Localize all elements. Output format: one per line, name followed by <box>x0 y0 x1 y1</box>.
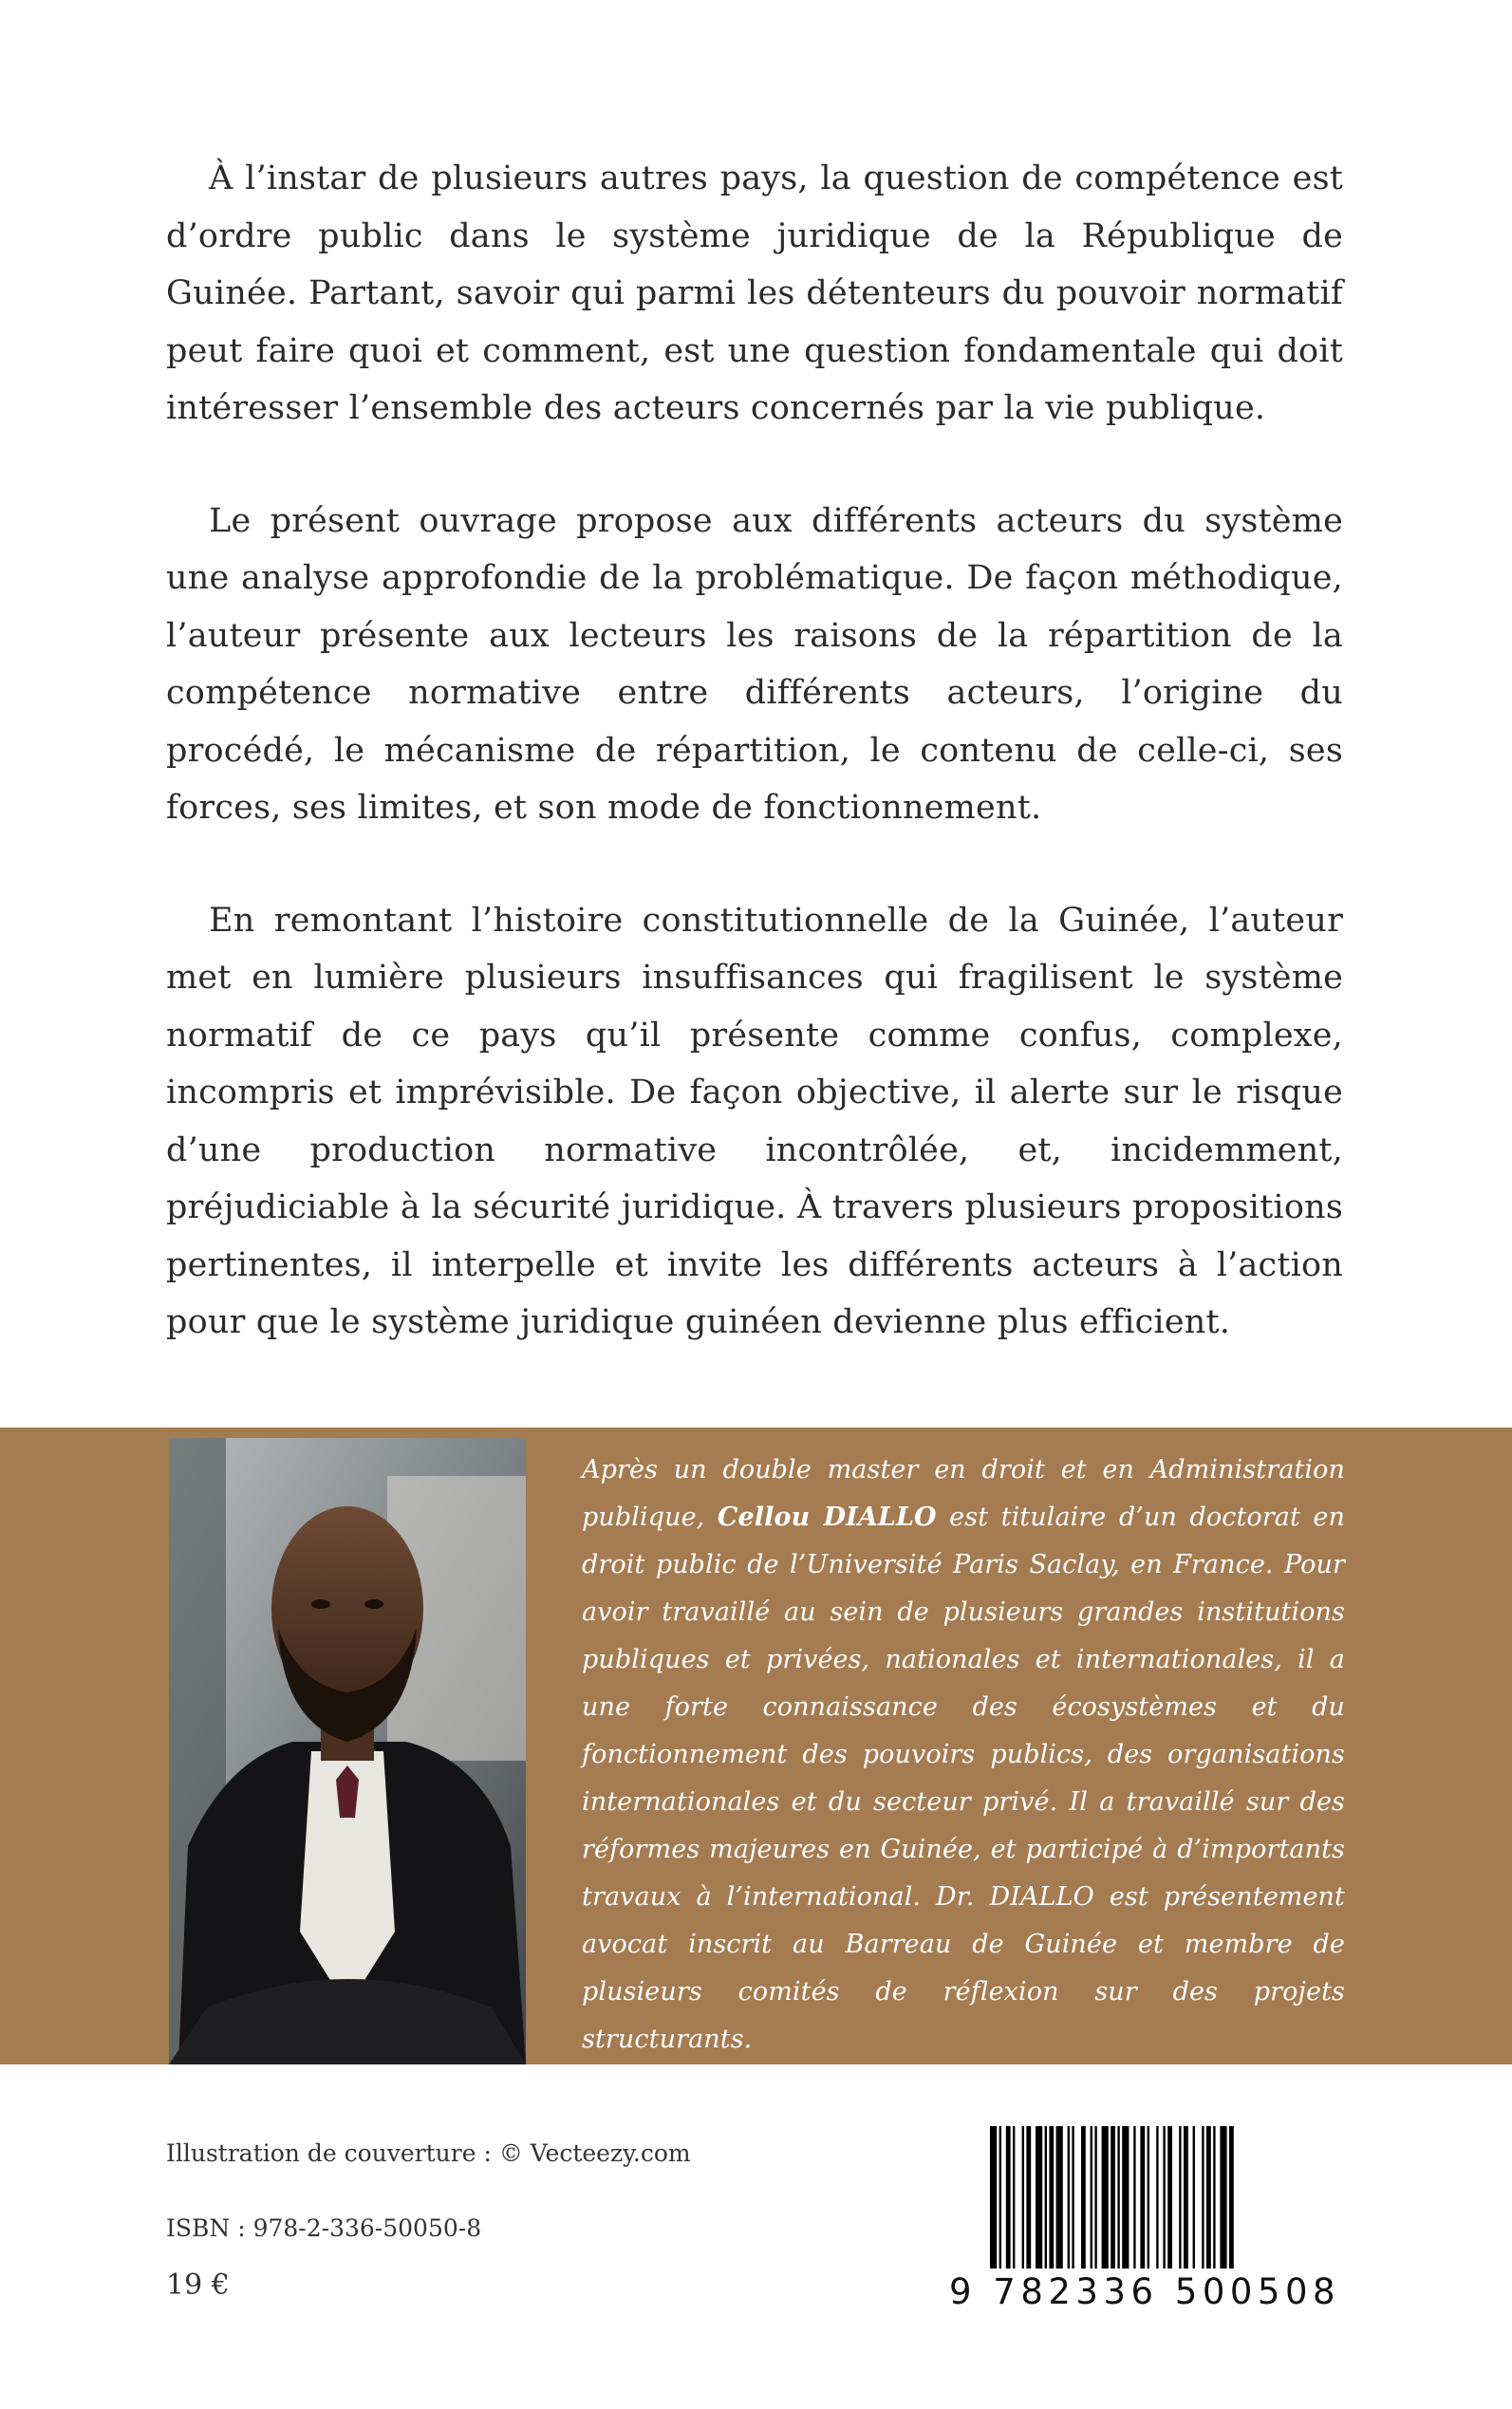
barcode-digits: 9 782336 500508 <box>949 2271 1341 2312</box>
barcode-bar <box>1229 2126 1234 2269</box>
barcode-bar <box>1156 2126 1158 2269</box>
barcode-bar <box>1049 2126 1054 2269</box>
barcode-bar <box>1163 2126 1165 2269</box>
barcode-bar <box>1148 2126 1149 2269</box>
summary-paragraph: À l’instar de plusieurs autres pays, la question de compétence est d’ordre public dans le système juridique de la République de Guinée. Partant, savoir qui parmi les détenteurs du pouvoir normatif peut faire quoi et comment, est une question fondamentale qui doit intéresser l’ensemble des acteurs concernés par la vie publique. <box>166 159 1343 427</box>
bio-rest: est titulaire d’un doctorat en droit public de l’Université Paris Saclay, en France. Pour avoir travaillé au sein de plusieurs grandes institutions publiques et privées, nationales et internationales, il a une forte connaissance des écosystèmes et du fonctionnement des pouvoirs publics, des organisations internationales et du secteur privé. Il a travaillé sur des réformes majeures en Guinée, et participé à d’importants travaux à l’international. Dr. DIALLO est présentement avocat inscrit au Barreau de Guinée et membre de plusieurs comités de réflexion sur des projets structurants. <box>582 1503 1345 2054</box>
barcode-bar <box>1068 2126 1070 2269</box>
author-portrait-illustration <box>169 1438 526 2064</box>
barcode-bars <box>990 2126 1346 2278</box>
barcode-bar <box>1184 2126 1188 2269</box>
author-photo <box>169 1438 526 2064</box>
author-name: Cellou DIALLO <box>717 1503 937 1532</box>
barcode-bar <box>1140 2126 1145 2269</box>
barcode-bar <box>1013 2126 1015 2269</box>
barcode-bar <box>990 2126 997 2269</box>
barcode-bar <box>1179 2126 1181 2269</box>
barcode-bar <box>1220 2126 1226 2269</box>
barcode-bar <box>1036 2126 1042 2269</box>
barcode-bar <box>1193 2126 1195 2269</box>
isbn: ISBN : 978-2-336-50050-8 <box>166 2214 482 2242</box>
barcode-bar <box>1045 2126 1047 2269</box>
barcode-bar <box>1167 2126 1172 2269</box>
barcode-bar <box>1072 2126 1073 2269</box>
barcode-bar <box>1133 2126 1135 2269</box>
barcode-bar <box>1081 2126 1086 2269</box>
barcode-bar <box>1111 2126 1115 2269</box>
barcode-bar <box>1122 2126 1129 2269</box>
summary-paragraph: En remontant l’histoire constitutionnelle de la Guinée, l’auteur met en lumière plusieurs insuffisances qui fragilisent le système normatif de ce pays qu’il présente comme confus, complexe, incompris et imprévisible. De façon objective, il alerte sur le risque d’une production normative incontrôlée, et, incidemment, préjudiciable à la sécurité juridique. À travers plusieurs propositions pertinentes, il interpelle et invite les différents acteurs à l’action pour que le système juridique guinéen devienne plus efficient. <box>166 901 1343 1341</box>
barcode-bar <box>1094 2126 1096 2269</box>
barcode-bar <box>999 2126 1001 2269</box>
barcode-bar <box>1091 2126 1092 2269</box>
bio-intro: Après un double master en droit et en Administration publique, <box>582 1455 1345 1532</box>
summary-text <box>166 150 1343 1407</box>
barcode-bar <box>1206 2126 1211 2269</box>
barcode-bar <box>1102 2126 1109 2269</box>
summary-paragraph: Le présent ouvrage propose aux différents acteurs du système une analyse approfondie de la problématique. De façon méthodique, l’auteur présente aux lecteurs les raisons de la répartition de la compétence normative entre différents acteurs, l’origine du procédé, le mécanisme de répartition, le contenu de celle-ci, ses forces, ses limites, et son mode de fonctionnement. <box>166 501 1343 827</box>
barcode-bar <box>1202 2126 1204 2269</box>
barcode-bar <box>1022 2126 1024 2269</box>
barcode-bar <box>1213 2126 1215 2269</box>
barcode-bar <box>1006 2126 1011 2269</box>
barcode-bar <box>1117 2126 1119 2269</box>
price: 19 € <box>166 2269 230 2302</box>
barcode-bar <box>1056 2126 1063 2269</box>
barcode-bar <box>1026 2126 1031 2269</box>
illustration-credit: Illustration de couverture : © Vecteezy.com <box>166 2139 691 2167</box>
author-bio <box>582 1447 1345 2064</box>
